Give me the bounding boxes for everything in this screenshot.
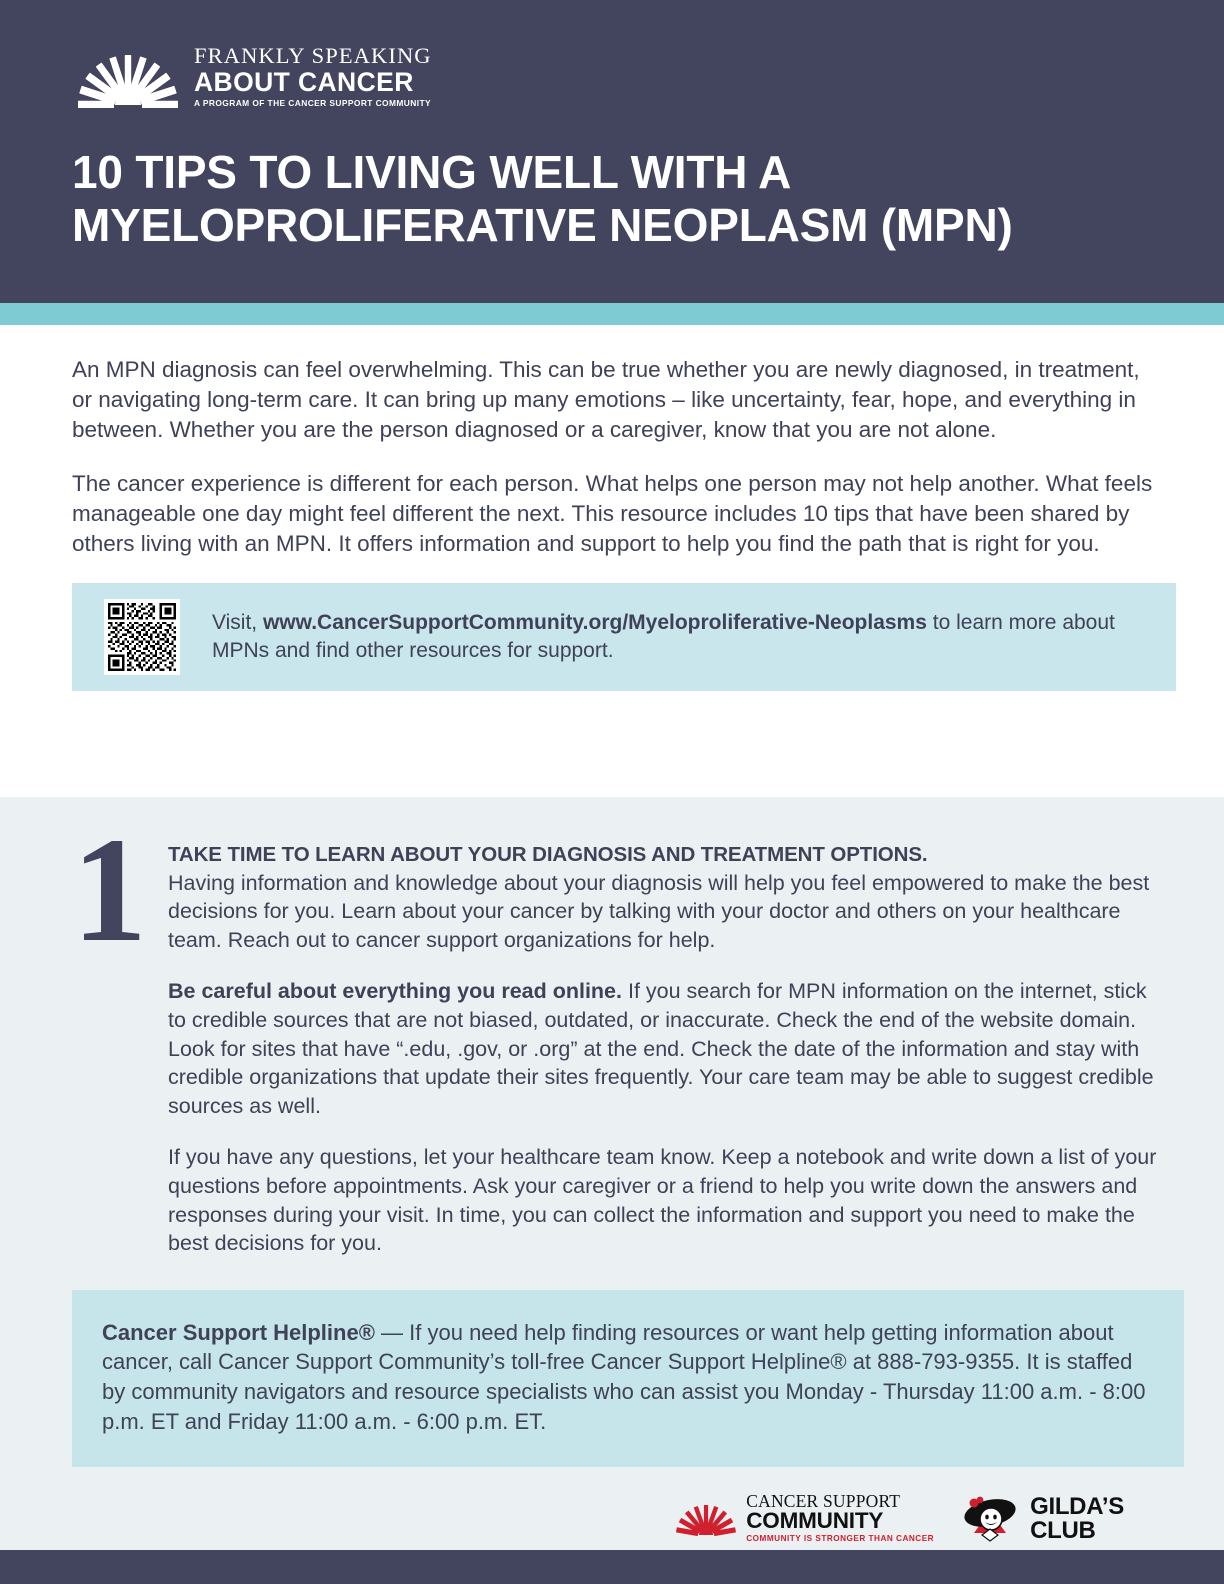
qr-url[interactable]: www.CancerSupportCommunity.org/Myeloproliferative-Neoplasms [262,610,927,634]
qr-prefix: Visit, [212,610,263,634]
tip-content [168,833,1168,1258]
tips-section [0,797,1224,1584]
qr-suffix: to learn more about MPNs and find other resources for support. [212,610,1115,662]
page-header [0,0,1224,303]
tip-paragraph-3: If you have any questions, let your healthcare team know. Keep a notebook and write down a list of your questions before appointments. Ask your caregiver or a friend to help you write down the answers and responses during your visit. In time, you can collect the information and support you need to make the best decisions for you. [168,1145,1157,1256]
qr-callout-text [212,609,1150,665]
tip-paragraph-1: Having information and knowledge about your diagnosis will help you feel empowered to make the best decisions for you. Learn about your cancer by talking with your doctor and others on your healthcare team. Reach out to cancer support organizations for help. [168,870,1150,952]
gilda-face-icon [960,1493,1020,1545]
qr-code-icon[interactable] [104,599,180,675]
brand-wordmark [194,42,432,108]
helpline-text [102,1318,1150,1437]
brand-line-about-cancer: ABOUT CANCER [194,67,414,98]
sunburst-icon [72,50,184,108]
accent-bar [0,303,1224,325]
csc-tagline: COMMUNITY IS STRONGER THAN CANCER [746,1533,935,1543]
gilda-wordmark [1030,1492,1124,1544]
gildas-club-logo [960,1493,1124,1545]
tip-paragraph-2 [168,977,1168,1120]
tip-item [72,807,1168,1258]
csc-line-cancer-support: CANCER SUPPORT [746,1490,901,1511]
helpline-body: — If you need help finding resources or want help getting information about cancer, call Cancer Support Community’s toll-free Cancer Support Helpline® at 888-793-9355. It is staffed by community navigators and resource specialists who can assist you Monday - Thursday 11:00 a.m. - 8:00 p.m. ET and Friday 11:00 a.m. - 6:00 p.m. ET. [102,1319,1146,1434]
helpline-label: Cancer Support Helpline® [102,1319,375,1345]
cancer-support-community-logo [675,1490,935,1546]
csc-line-community: COMMUNITY [746,1508,884,1534]
intro-paragraph-1: An MPN diagnosis can feel overwhelming. This can be true whether you are newly diagnosed, in treatment, or navigating long-term care. It can bring up many emotions – like uncertainty, fear, hope, and everything in between. Whether you are the person diagnosed or a caregiver, know that you are not alone. [72,357,1140,442]
page-title: 10 TIPS TO LIVING WELL WITH A MYELOPROLIFERATIVE NEOPLASM (MPN) [72,146,1013,252]
helpline-callout-box [72,1290,1184,1467]
tip-number: 1 [72,807,147,973]
footer-bar [0,1550,1224,1584]
brand-program-tagline: A PROGRAM OF THE CANCER SUPPORT COMMUNITY [194,97,431,108]
qr-callout-box [72,583,1176,691]
intro-section [0,325,1224,797]
tip-heading: TAKE TIME TO LEARN ABOUT YOUR DIAGNOSIS AND TREATMENT OPTIONS. [168,843,928,866]
tip-paragraph-2-lead: Be careful about everything you read online. [168,979,622,1004]
csc-wordmark [746,1490,935,1546]
tip-paragraph-2-rest: If you search for MPN information on the internet, stick to credible sources that are not biased, outdated, or inaccurate. Check the end of the website domain. Look for sites that have “.edu, .gov, or .org” at the end. Check the date of the information and stay with credible organizations that update their sites frequently. Your care team may be able to suggest credible sources as well. [168,979,1154,1118]
gilda-line-2: CLUB [1030,1516,1096,1544]
red-sunburst-icon [675,1501,737,1537]
intro-paragraph-2: The cancer experience is different for each person. What helps one person may not help another. What feels manageable one day might feel different the next. This resource includes 10 tips that have been shared by others living with an MPN. It offers information and support to help you find the path that is right for you. [72,470,1153,556]
brand-line-frankly-speaking: FRANKLY SPEAKING [194,42,432,68]
footer-logos [72,1467,1168,1546]
brand-logo [72,42,1224,108]
gilda-line-1: GILDA’S [1030,1492,1124,1520]
